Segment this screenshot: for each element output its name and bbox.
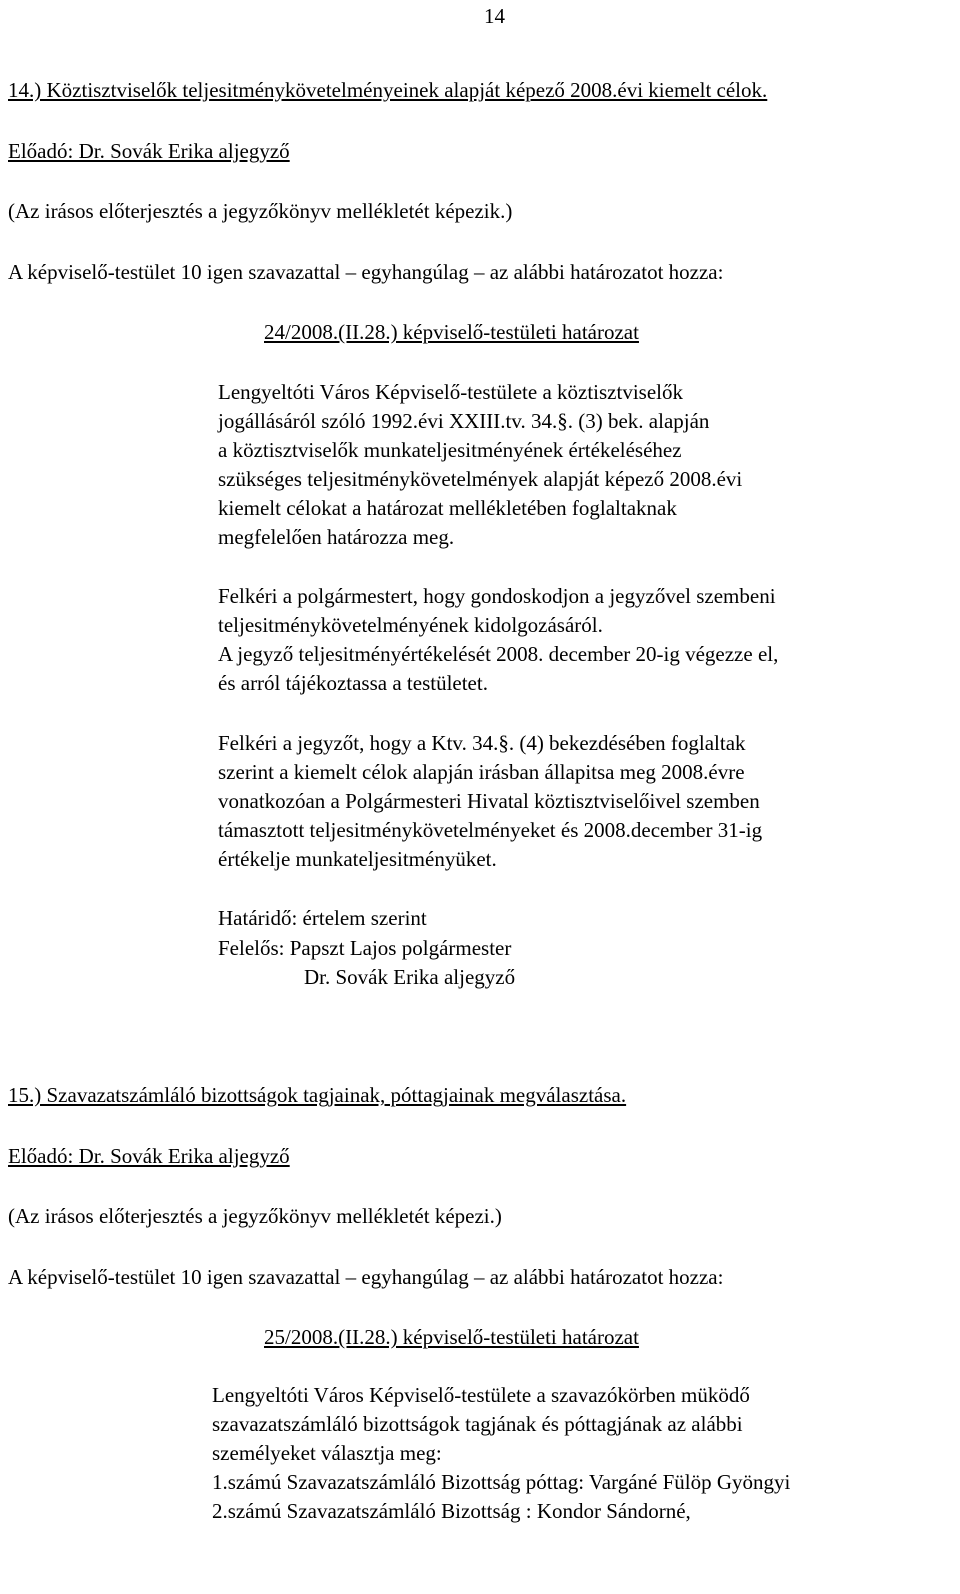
body-line: A jegyző teljesitményértékelését 2008. december 20-ig végezze el, (218, 642, 779, 666)
body-line: jogállásáról szóló 1992.évi XXIII.tv. 34.§. (3) bek. alapján (218, 409, 710, 433)
body-line: vonatkozóan a Polgármesteri Hivatal köztisztviselőivel szemben (218, 789, 760, 813)
body-line: megfelelően határozza meg. (218, 525, 455, 549)
body-line: 1.számú Szavazatszámláló Bizottság póttag: Vargáné Fülöp Gyöngyi (212, 1470, 791, 1494)
resolution-title: 25/2008.(II.28.) képviselő-testületi határozat (264, 1325, 639, 1349)
body-line: Lengyeltóti Város Képviselő-testülete a köztisztviselők (218, 380, 683, 404)
responsible: Felelős: Papszt Lajos polgármester (218, 936, 512, 960)
vote-statement: A képviselő-testület 10 igen szavazattal – egyhangúlag – az alábbi határozatot hozza: (8, 1265, 724, 1289)
body-line: szerint a kiemelt célok alapján irásban állapitsa meg 2008.évre (218, 760, 745, 784)
body-line: értékelje munkateljesitményüket. (218, 847, 497, 871)
body-line: Felkéri a polgármestert, hogy gondoskodjon a jegyzővel szembeni (218, 584, 776, 608)
presenter: Előadó: Dr. Sovák Erika aljegyző (8, 1144, 290, 1168)
attachment-note: (Az irásos előterjesztés a jegyzőkönyv mellékletét képezik.) (8, 199, 513, 223)
responsible-second: Dr. Sovák Erika aljegyző (304, 965, 516, 989)
section-heading: 15.) Szavazatszámláló bizottságok tagjainak, póttagjainak megválasztása. (8, 1083, 627, 1107)
section-heading: 14.) Köztisztviselők teljesitménykövetelményeinek alapját képező 2008.évi kiemelt célok. (8, 78, 768, 102)
body-line: Felkéri a jegyzőt, hogy a Ktv. 34.§. (4) bekezdésében foglaltak (218, 731, 746, 755)
body-line: támasztott teljesitménykövetelményeket és 2008.december 31-ig (218, 818, 763, 842)
body-line: kiemelt célokat a határozat mellékletében foglaltaknak (218, 496, 677, 520)
deadline: Határidő: értelem szerint (218, 906, 427, 930)
body-line: szavazatszámláló bizottságok tagjának és póttagjának az alábbi (212, 1412, 743, 1436)
body-line: szükséges teljesitménykövetelmények alapját képező 2008.évi (218, 467, 743, 491)
resolution-title: 24/2008.(II.28.) képviselő-testületi határozat (264, 320, 639, 344)
attachment-note: (Az irásos előterjesztés a jegyzőkönyv mellékletét képezi.) (8, 1204, 502, 1228)
page-number: 14 (484, 4, 505, 28)
body-line: és arról tájékoztassa a testületet. (218, 671, 488, 695)
vote-statement: A képviselő-testület 10 igen szavazattal – egyhangúlag – az alábbi határozatot hozza: (8, 260, 724, 284)
body-line: Lengyeltóti Város Képviselő-testülete a szavazókörben müködő (212, 1383, 750, 1407)
body-line: személyeket választja meg: (212, 1441, 442, 1465)
body-line: a köztisztviselők munkateljesitményének értékeléséhez (218, 438, 682, 462)
body-line: 2.számú Szavazatszámláló Bizottság : Kondor Sándorné, (212, 1499, 691, 1523)
presenter: Előadó: Dr. Sovák Erika aljegyző (8, 139, 290, 163)
body-line: teljesitménykövetelményének kidolgozásáról. (218, 613, 603, 637)
